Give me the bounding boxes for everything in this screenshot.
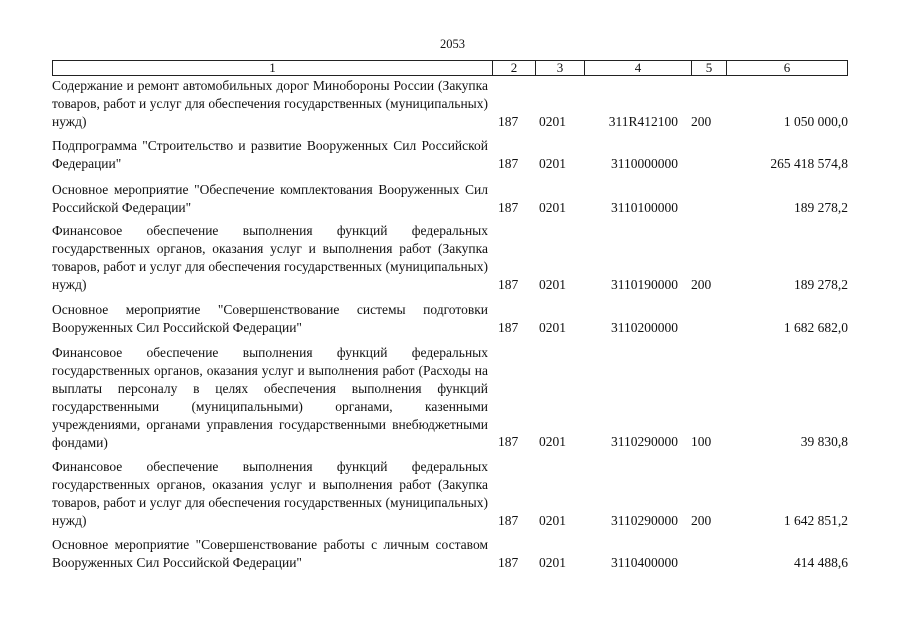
row-description: Содержание и ремонт автомобильных дорог Минобороны России (Закупка товаров, работ и услуг для обеспечения государственных (муниципальных) нужд) [52,78,488,129]
row-description: Финансовое обеспечение выполнения функций федеральных государственных органов, оказания услуг и выполнения работ (Закупка товаров, работ и услуг для обеспечения государственных (муниципальных) нужд) [52,223,488,292]
table-header [52,60,848,76]
header-col-4: 4 [585,61,692,75]
table-row [52,301,848,337]
row-description: Финансовое обеспечение выполнения функций федеральных государственных органов, оказания услуг и выполнения работ (Закупка товаров, работ и услуг для обеспечения государственных (муниципальных) нужд) [52,459,488,528]
cell-section: 0201 [539,277,566,292]
cell-ministry: 187 [498,200,519,215]
row-description: Финансовое обеспечение выполнения функций федеральных государственных органов, оказания услуг и выполнения работ (Расходы на выплаты персоналу в целях обеспечения выполнения функций государственными (муниципальными) органами, казенными учреждениями, органами управления государственными внебюджетными фондами) [52,345,488,450]
cell-target-article: 3110190000 [611,277,678,292]
header-col-3: 3 [536,61,585,75]
table-row [52,77,848,131]
row-description: Основное мероприятие "Совершенствование системы подготовки Вооруженных Сил Российской Федерации" [52,302,488,335]
cell-ministry: 187 [498,434,519,449]
header-col-1: 1 [53,61,493,75]
cell-expense-type: 200 [691,277,712,292]
cell-target-article: 3110400000 [611,555,678,570]
cell-amount: 265 418 574,8 [770,156,848,171]
cell-section: 0201 [539,434,566,449]
cell-ministry: 187 [498,114,519,129]
row-description: Основное мероприятие "Обеспечение комплектования Вооруженных Сил Российской Федерации" [52,182,488,215]
row-description: Основное мероприятие "Совершенствование работы с личным составом Вооруженных Сил Российской Федерации" [52,537,488,570]
cell-amount: 39 830,8 [800,434,848,449]
table-row [52,181,848,217]
cell-expense-type: 200 [691,114,712,129]
table-row [52,536,848,572]
cell-section: 0201 [539,555,566,570]
cell-ministry: 187 [498,156,519,171]
cell-target-article: 3110000000 [611,156,678,171]
cell-expense-type: 100 [691,434,712,449]
table-row [52,458,848,530]
cell-ministry: 187 [498,320,519,335]
cell-amount: 189 278,2 [794,200,848,215]
page-number: 2053 [440,37,465,51]
cell-section: 0201 [539,513,566,528]
cell-section: 0201 [539,200,566,215]
cell-ministry: 187 [498,277,519,292]
cell-section: 0201 [539,320,566,335]
cell-amount: 1 050 000,0 [783,114,848,129]
cell-target-article: 3110100000 [611,200,678,215]
cell-ministry: 187 [498,513,519,528]
cell-expense-type: 200 [691,513,712,528]
cell-section: 0201 [539,156,566,171]
row-description: Подпрограмма "Строительство и развитие Вооруженных Сил Российской Федерации" [52,138,488,171]
cell-target-article: 3110290000 [611,434,678,449]
cell-ministry: 187 [498,555,519,570]
cell-target-article: 311R412100 [608,114,678,129]
header-col-2: 2 [493,61,536,75]
cell-target-article: 3110200000 [611,320,678,335]
cell-amount: 189 278,2 [794,277,848,292]
header-col-6: 6 [783,60,791,75]
table-row [52,222,848,294]
cell-amount: 414 488,6 [794,555,848,570]
cell-target-article: 3110290000 [611,513,678,528]
cell-section: 0201 [539,114,566,129]
header-col-5: 5 [692,61,727,75]
table-row [52,137,848,173]
cell-amount: 1 642 851,2 [783,513,848,528]
table-row [52,344,848,451]
cell-amount: 1 682 682,0 [783,320,848,335]
